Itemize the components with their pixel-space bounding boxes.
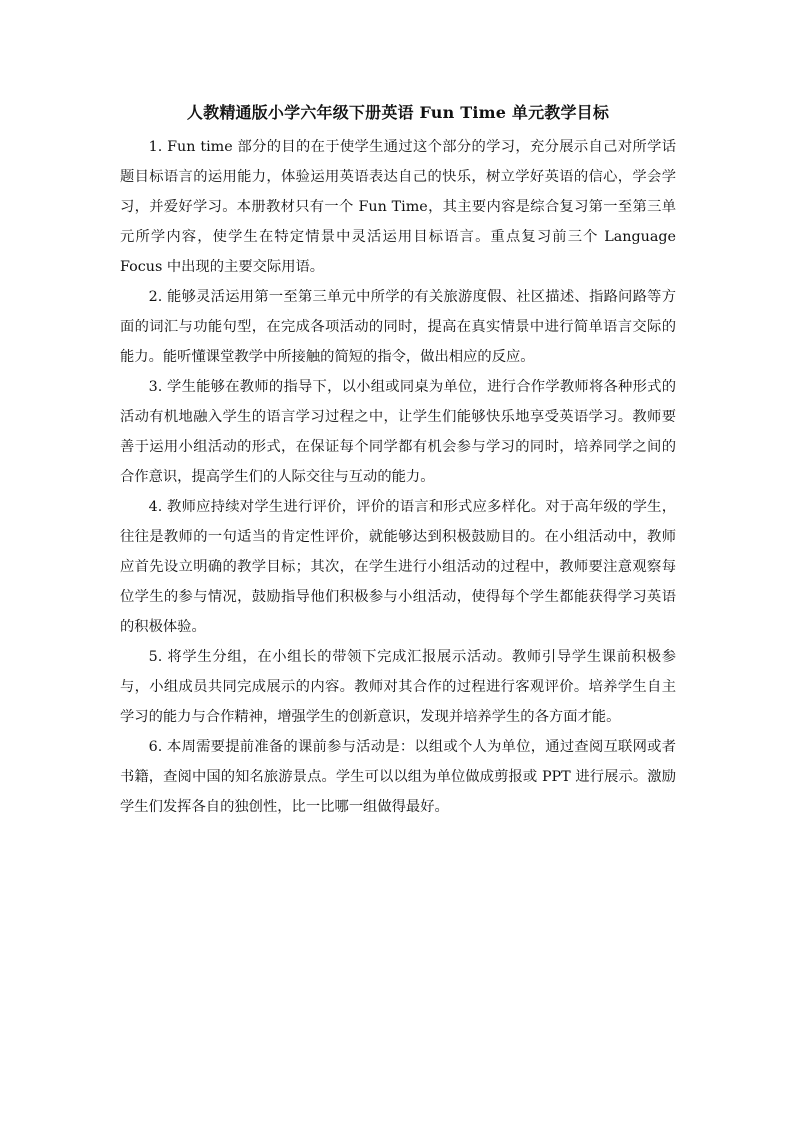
paragraph-4: 4. 教师应持续对学生进行评价，评价的语言和形式应多样化。对于高年级的学生，往往是教师的一句适当的肯定性评价，就能够达到积极鼓励目的。在小组活动中，教师应首先设立明确的教学目标；其次，在学生进行小组活动的过程中，教师要注意观察每位学生的参与情况，鼓励指导他们积极参与小组活动，使得每个学生都能获得学习英语的积极体验。 bbox=[120, 499, 676, 635]
paragraph-1: 1. Fun time 部分的目的在于使学生通过这个部分的学习，充分展示自己对所学话题目标语言的运用能力，体验运用英语表达自己的快乐，树立学好英语的信心，学会学习，并爱好学习。本册教材只有一个 Fun Time，其主要内容是综合复习第一至第三单元所学内容，使学生在特定情景中灵活运用目标语言。重点复习前三个 Language Focus 中出现的主要交际用语。 bbox=[120, 139, 676, 275]
paragraph-6: 6. 本周需要提前准备的课前参与活动是：以组或个人为单位，通过查阅互联网或者书籍，查阅中国的知名旅游景点。学生可以以组为单位做成剪报或 PPT 进行展示。激励学生们发挥各自的独创性，比一比哪一组做得最好。 bbox=[120, 739, 676, 815]
paragraph-2: 2. 能够灵活运用第一至第三单元中所学的有关旅游度假、社区描述、指路问路等方面的词汇与功能句型，在完成各项活动的同时，提高在真实情景中进行简单语言交际的能力。能听懂课堂教学中所接触的简短的指令，做出相应的反应。 bbox=[120, 289, 676, 365]
paragraph-5: 5. 将学生分组，在小组长的带领下完成汇报展示活动。教师引导学生课前积极参与，小组成员共同完成展示的内容。教师对其合作的过程进行客观评价。培养学生自主学习的能力与合作精神，增强学生的创新意识，发现并培养学生的各方面才能。 bbox=[120, 649, 676, 725]
paragraph-3: 3. 学生能够在教师的指导下，以小组或同桌为单位，进行合作学教师将各种形式的活动有机地融入学生的语言学习过程之中，让学生们能够快乐地享受英语学习。教师要善于运用小组活动的形式，在保证每个同学都有机会参与学习的同时，培养同学之间的合作意识，提高学生们的人际交往与互动的能力。 bbox=[120, 379, 676, 485]
document-title: 人教精通版小学六年级下册英语 Fun Time 单元教学目标 bbox=[186, 103, 610, 122]
document-page bbox=[120, 98, 676, 822]
